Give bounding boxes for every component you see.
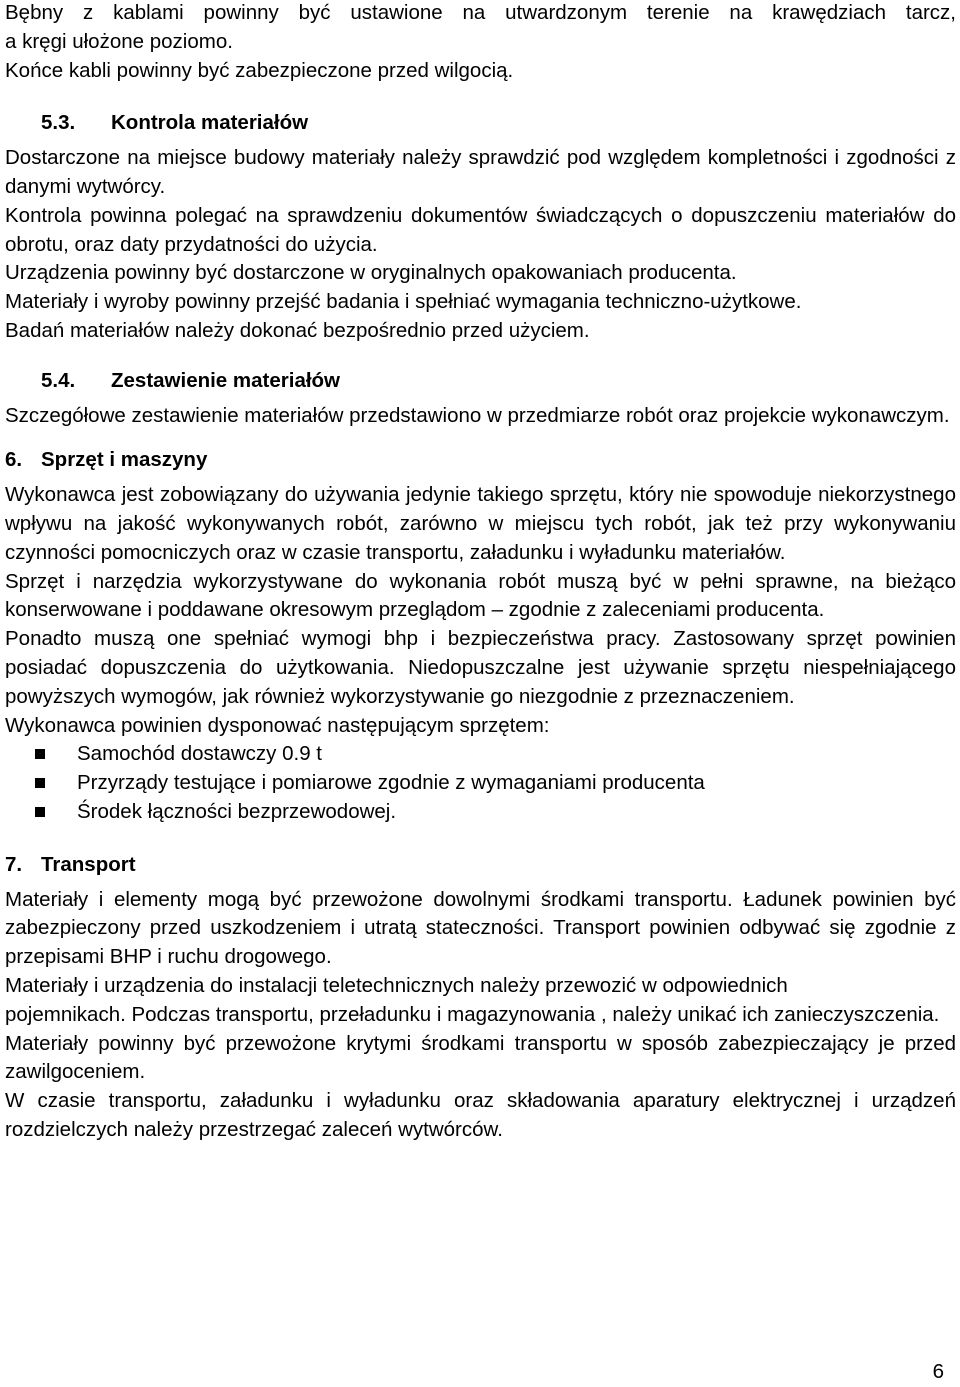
section-number: 7. (5, 852, 23, 876)
section-title: Kontrola materiałów (111, 111, 309, 135)
page-number: 6 (932, 1360, 944, 1383)
intro-line-1: Bębny z kablami powinny być ustawione na utwardzonym terenie na krawędziach tarcz, (5, 1, 956, 24)
section-title: Sprzęt i maszyny (41, 448, 208, 472)
list-item: Środek łączności bezprzewodowej. (5, 798, 956, 827)
section-5-3-heading (5, 109, 956, 138)
list-item: Przyrządy testujące i pomiarowe zgodnie z wymaganiami producenta (5, 769, 956, 798)
paragraph: Wykonawca powinien dysponować następującym sprzętem: (5, 713, 550, 737)
section-6-heading (5, 446, 956, 475)
section-number: 6. (5, 448, 23, 472)
paragraph: Materiały powinny być przewożone krytymi środkami transportu w sposób zabezpieczający je przed zawilgoceniem. (5, 1031, 956, 1084)
square-bullet-icon (35, 778, 45, 788)
paragraph: Materiały i urządzenia do instalacji teletechnicznych należy przewozić w odpowiednich (5, 973, 788, 997)
section-number: 5.3. (41, 111, 76, 135)
section-title: Transport (41, 852, 136, 876)
paragraph: pojemnikach. Podczas transportu, przeładunku i magazynowania , należy unikać ich zanieczyszczenia. (5, 1002, 940, 1026)
equipment-list (5, 740, 956, 826)
paragraph: Badań materiałów należy dokonać bezpośrednio przed użyciem. (5, 318, 590, 342)
intro-line-2: a kręgi ułożone poziomo. (5, 29, 233, 53)
section-number: 5.4. (41, 368, 76, 392)
document-page (5, 0, 956, 1145)
paragraph: Ponadto muszą one spełniać wymogi bhp i bezpieczeństwa pracy. Zastosowany sprzęt powinien posiadać dopuszczenia do użytkowania. Niedopuszczalne jest używanie sprzętu niespełniającego powyższych wymogów, jak również wykorzystywanie go niezgodnie z przeznaczeniem. (5, 627, 956, 708)
paragraph: Szczegółowe zestawienie materiałów przedstawiono w przedmiarze robót oraz projekcie wykonawczym. (5, 403, 950, 427)
section-5-4-heading (5, 367, 956, 396)
square-bullet-icon (35, 749, 45, 759)
section-7-heading (5, 851, 956, 880)
list-item: Samochód dostawczy 0.9 t (5, 740, 956, 769)
paragraph: Dostarczone na miejsce budowy materiały należy sprawdzić pod względem kompletności i zgodności z danymi wytwórcy. (5, 146, 956, 198)
section-title: Zestawienie materiałów (111, 368, 341, 392)
paragraph: Kontrola powinna polegać na sprawdzeniu dokumentów świadczących o dopuszczeniu materiałów do obrotu, oraz daty przydatności do użycia. (5, 203, 956, 256)
paragraph: W czasie transportu, załadunku i wyładunku oraz składowania aparatury elektrycznej i urządzeń rozdzielczych należy przestrzegać zaleceń wytwórców. (5, 1089, 956, 1141)
intro-line-3: Końce kabli powinny być zabezpieczone przed wilgocią. (5, 58, 514, 82)
paragraph: Urządzenia powinny być dostarczone w oryginalnych opakowaniach producenta. (5, 261, 737, 285)
paragraph: Materiały i elementy mogą być przewożone dowolnymi środkami transportu. Ładunek powinien być zabezpieczony przed uszkodzeniem i utratą stateczności. Transport powinien odbywać się zgodnie z przepisami BHP i ruchu drogowego. (5, 887, 956, 969)
square-bullet-icon (35, 807, 45, 817)
paragraph: Wykonawca jest zobowiązany do używania jedynie takiego sprzętu, który nie spowoduje niekorzystnego wpływu na jakość wykonywanych robót, zarówno w miejscu tych robót, jak też przy wykonywaniu czynności pomocniczych oraz w czasie transportu, załadunku i wyładunku materiałów. (5, 483, 956, 564)
paragraph: Sprzęt i narzędzia wykorzystywane do wykonania robót muszą być w pełni sprawne, na bieżąco konserwowane i poddawane okresowym przeglądom – zgodnie z zaleceniami producenta. (5, 569, 956, 622)
paragraph: Materiały i wyroby powinny przejść badania i spełniać wymagania techniczno-użytkowe. (5, 290, 802, 314)
